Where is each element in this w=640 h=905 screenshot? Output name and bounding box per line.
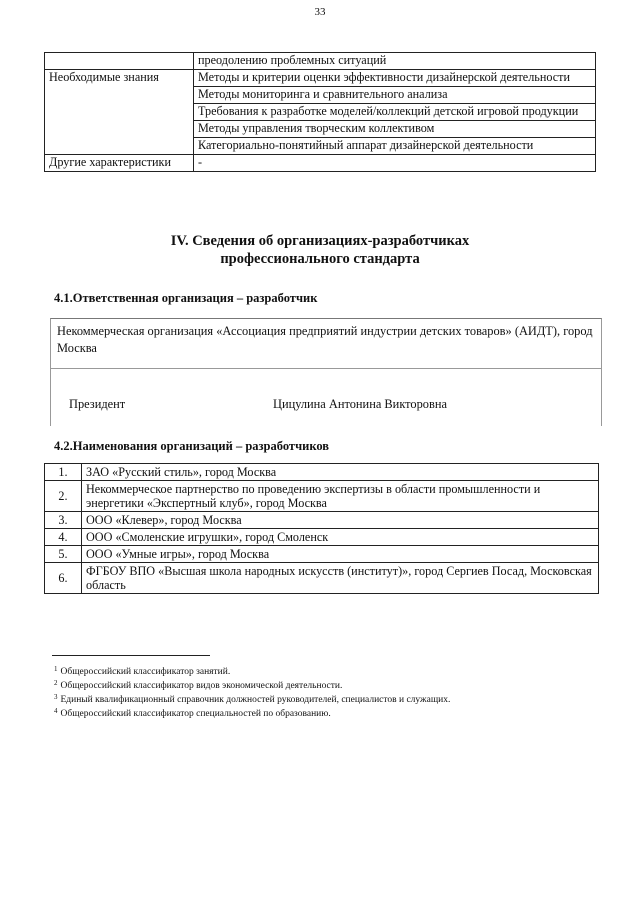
footnote-mark: 3 (54, 693, 58, 701)
row-number: 5. (45, 546, 82, 563)
table-row (45, 481, 599, 512)
president-role: Президент (69, 397, 126, 411)
section-title (40, 232, 600, 268)
table-row (45, 546, 599, 563)
table-row (45, 512, 599, 529)
table-row (45, 563, 599, 594)
responsible-org-box (50, 318, 602, 426)
footnote-text: Общероссийский классификатор специальностей по образованию. (60, 709, 331, 719)
knowledge-label: Необходимые знания (45, 70, 194, 155)
org-cell: ООО «Умные игры», город Москва (82, 546, 599, 563)
footnote-mark: 1 (54, 665, 58, 673)
page-number: 33 (314, 6, 326, 18)
org-cell: ФГБОУ ВПО «Высшая школа народных искусств (институт)», город Сергиев Посад, Московская область (82, 563, 599, 594)
table-cell-empty (45, 53, 194, 70)
org-cell: ЗАО «Русский стиль», город Москва (82, 464, 599, 481)
row-number: 4. (45, 529, 82, 546)
row-number: 1. (45, 464, 82, 481)
knowledge-item: Методы мониторинга и сравнительного анализа (194, 87, 596, 104)
developer-orgs-heading: 4.2.Наименования организаций – разработчиков (54, 439, 330, 453)
developer-orgs-table (44, 463, 599, 594)
table-row (45, 155, 596, 172)
org-cell: Некоммерческое партнерство по проведению экспертизы в области промышленности и энергетики «Экспертный клуб», город Москва (82, 481, 599, 512)
knowledge-item: Требования к разработке моделей/коллекций детской игровой продукции (194, 104, 596, 121)
table-row (45, 464, 599, 481)
footnote-separator (52, 655, 210, 656)
other-characteristics-value: - (194, 155, 596, 172)
requirements-table (44, 52, 596, 172)
row-number: 3. (45, 512, 82, 529)
footnote (54, 691, 450, 706)
knowledge-item: Категориально-понятийный аппарат дизайнерской деятельности (194, 138, 596, 155)
responsible-org-heading: 4.1.Ответственная организация – разработчик (54, 291, 318, 305)
footnote-text: Единый квалификационный справочник должностей руководителей, специалистов и служащих. (60, 695, 451, 705)
section-title-line: профессионального стандарта (220, 251, 420, 267)
org-cell: ООО «Клевер», город Москва (82, 512, 599, 529)
other-characteristics-label: Другие характеристики (45, 155, 194, 172)
table-row (45, 70, 596, 87)
table-row (45, 529, 599, 546)
table-cell: преодолению проблемных ситуаций (194, 53, 596, 70)
footnote (54, 663, 230, 678)
table-row (45, 53, 596, 70)
footnote (54, 677, 342, 692)
section-title-line: IV. Сведения об организациях-разработчиках (170, 233, 470, 249)
president-name: Цицулина Антонина Викторовна (273, 397, 447, 411)
row-number: 2. (45, 481, 82, 512)
footnote-mark: 4 (54, 707, 58, 715)
knowledge-item: Методы и критерии оценки эффективности дизайнерской деятельности (194, 70, 596, 87)
knowledge-item: Методы управления творческим коллективом (194, 121, 596, 138)
footnote-text: Общероссийский классификатор видов экономической деятельности. (60, 681, 343, 691)
org-cell: ООО «Смоленские игрушки», город Смоленск (82, 529, 599, 546)
row-number: 6. (45, 563, 82, 594)
footnote (54, 705, 331, 720)
org-name: Некоммерческая организация «Ассоциация предприятий индустрии детских товаров» (АИДТ), город Москва (57, 324, 593, 355)
footnote-text: Общероссийский классификатор занятий. (60, 667, 231, 677)
divider (51, 368, 601, 369)
footnote-mark: 2 (54, 679, 58, 687)
